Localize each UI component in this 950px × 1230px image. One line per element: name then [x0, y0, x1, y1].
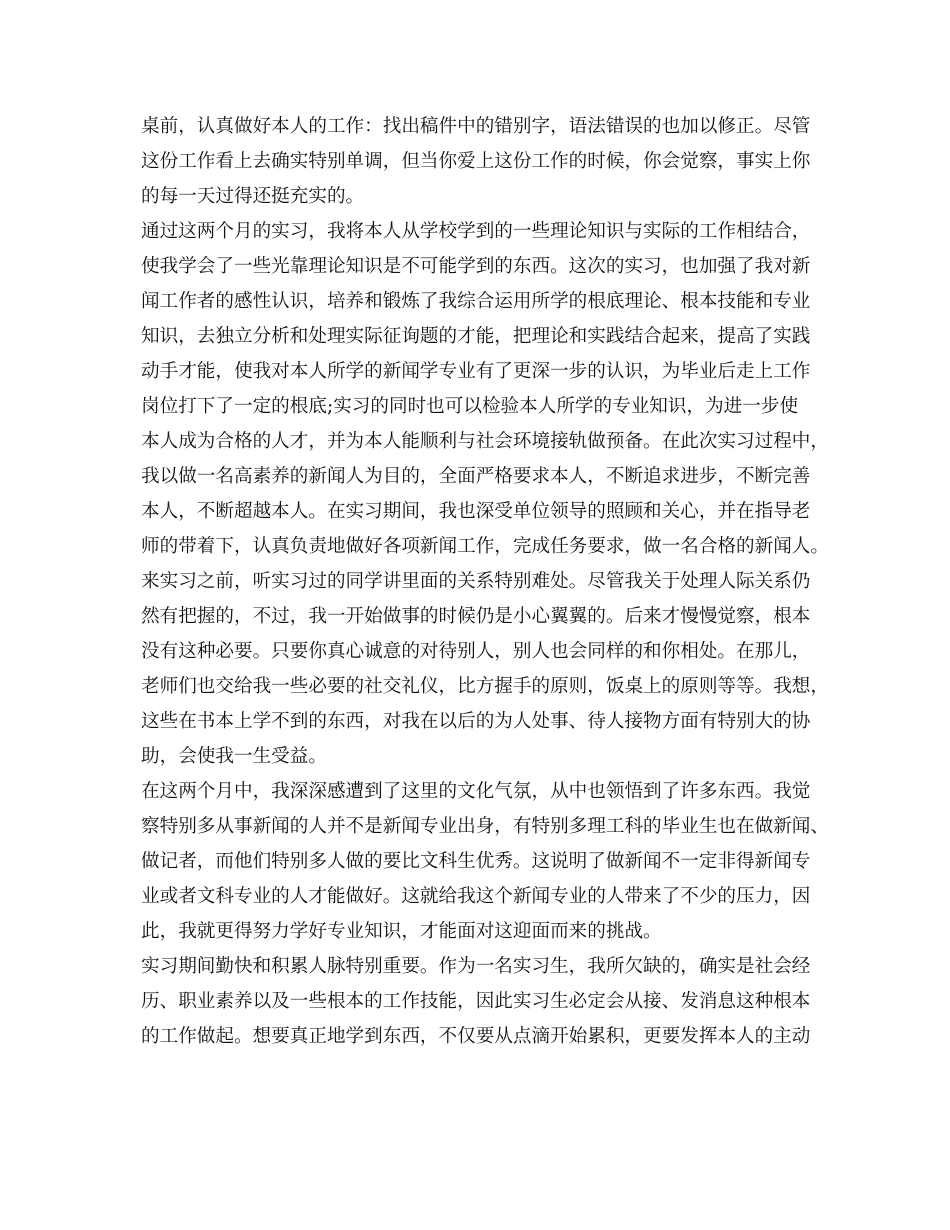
text-line: 助，会使我一生受益。 [141, 746, 327, 767]
text-line: 师的带着下，认真负责地做好各项新闻工作，完成任务要求，做一名合格的新闻人。 [141, 536, 829, 557]
text-line: 没有这种必要。只要你真心诚意的对待别人，别人也会同样的和你相处。在那儿， [141, 641, 811, 662]
text-line: 来实习之前，听实习过的同学讲里面的关系特别难处。尽管我关于处理人际关系仍 [141, 571, 811, 592]
text-line: 知识，去独立分析和处理实际征询题的才能，把理论和实践结合起来，提高了实践 [141, 326, 811, 347]
document-body [141, 109, 829, 1054]
text-line: 业或者文科专业的人才能做好。这就给我这个新闻专业的人带来了不少的压力，因 [141, 886, 811, 907]
text-line: 我以做一名高素养的新闻人为目的，全面严格要求本人，不断追求进步，不断完善 [141, 466, 811, 487]
text-line: 通过这两个月的实习，我将本人从学校学到的一些理论知识与实际的工作相结合， [141, 221, 811, 242]
text-line: 岗位打下了一定的根底;实习的同时也可以检验本人所学的专业知识，为进一步使 [141, 396, 799, 417]
text-line: 的工作做起。想要真正地学到东西，不仅要从点滴开始累积，更要发挥本人的主动 [141, 1026, 811, 1047]
text-line: 实习期间勤快和积累人脉特别重要。作为一名实习生，我所欠缺的，确实是社会经 [141, 956, 811, 977]
text-line: 的每一天过得还挺充实的。 [141, 186, 365, 207]
text-line: 使我学会了一些光靠理论知识是不可能学到的东西。这次的实习，也加强了我对新 [141, 256, 811, 277]
text-line: 动手才能，使我对本人所学的新闻学专业有了更深一步的认识，为毕业后走上工作 [141, 361, 811, 382]
text-line: 做记者，而他们特别多人做的要比文科生优秀。这说明了做新闻不一定非得新闻专 [141, 851, 811, 872]
text-line: 本人，不断超越本人。在实习期间，我也深受单位领导的照顾和关心，并在指导老 [141, 501, 811, 522]
text-line: 老师们也交给我一些必要的社交礼仪，比方握手的原则，饭桌上的原则等等。我想， [141, 676, 829, 697]
text-line: 这份工作看上去确实特别单调，但当你爱上这份工作的时候，你会觉察，事实上你 [141, 151, 811, 172]
text-line: 此，我就更得努力学好专业知识，才能面对这迎面而来的挑战。 [141, 921, 662, 942]
text-line: 在这两个月中，我深深感遭到了这里的文化气氛，从中也领悟到了许多东西。我觉 [141, 781, 811, 802]
text-line: 历、职业素养以及一些根本的工作技能，因此实习生必定会从接、发消息这种根本 [141, 991, 811, 1012]
text-line: 察特别多从事新闻的人并不是新闻专业出身，有特别多理工科的毕业生也在做新闻、 [141, 816, 829, 837]
text-line: 这些在书本上学不到的东西，对我在以后的为人处事、待人接物方面有特别大的协 [141, 711, 811, 732]
text-line: 本人成为合格的人才，并为本人能顺利与社会环境接轨做预备。在此次实习过程中， [141, 431, 829, 452]
text-line: 桌前，认真做好本人的工作：找出稿件中的错别字，语法错误的也加以修正。尽管 [141, 116, 811, 137]
text-line: 然有把握的，不过，我一开始做事的时候仍是小心翼翼的。后来才慢慢觉察，根本 [141, 606, 811, 627]
text-line: 闻工作者的感性认识，培养和锻炼了我综合运用所学的根底理论、根本技能和专业 [141, 291, 811, 312]
